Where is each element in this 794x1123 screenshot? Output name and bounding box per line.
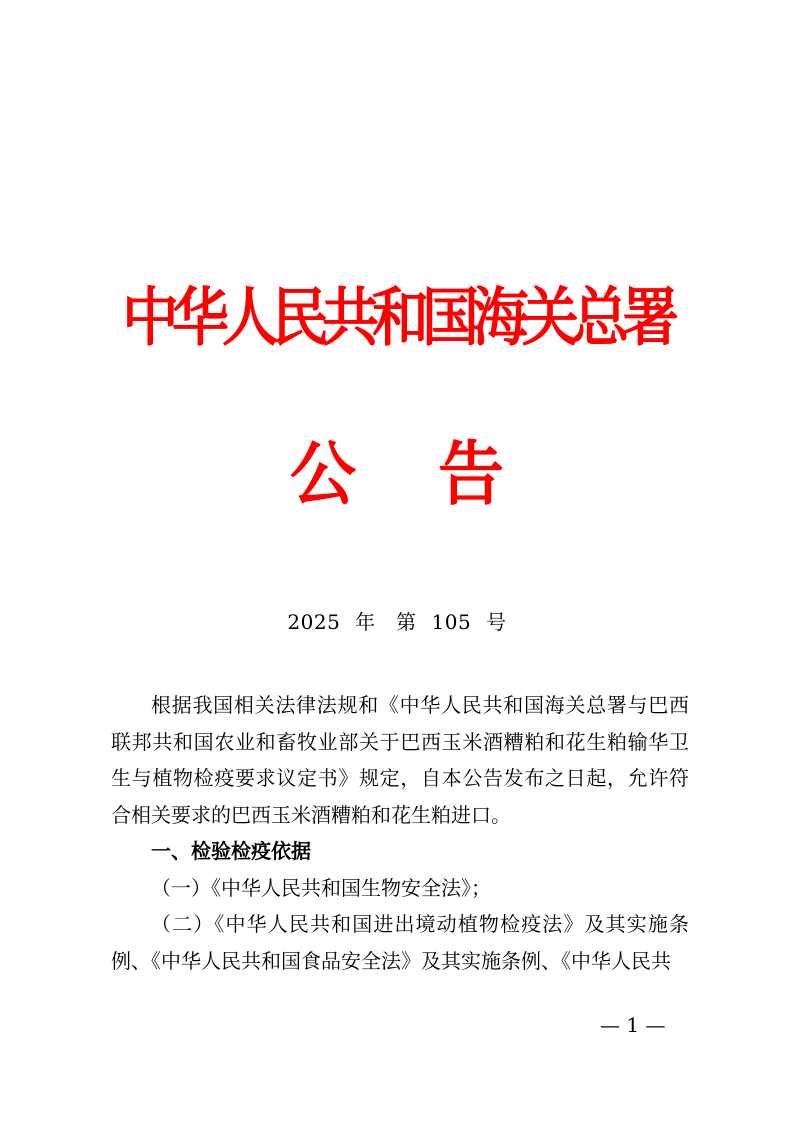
section-heading: 一、检验检疫依据 [151, 839, 311, 863]
list-item-1: （一）《中华人民共和国生物安全法》； [151, 875, 491, 900]
notice-title-char-1: 公 [290, 434, 356, 515]
list-item-2: （二）《中华人民共和国进出境动植物检疫法》及其实施条例、《中华人民共和国食品安全法》及其实施条例、《中华人民共 [111, 912, 689, 973]
page-number: — 1 — [600, 1013, 666, 1037]
intro-paragraph: 根据我国相关法律法规和《中华人民共和国海关总署与巴西联邦共和国农业和畜牧业部关于巴西玉米酒糟粕和花生粕输华卫生与植物检疫要求议定书》规定，自本公告发布之日起，允许符合相关要求的巴西玉米酒糟粕和花生粕进口。 [111, 693, 689, 827]
document-body [111, 687, 689, 979]
issuing-authority-text: 中华人民共和国海关总署 [122, 281, 672, 355]
issuing-authority-title [0, 262, 794, 374]
notice-title-char-2: 告 [438, 434, 504, 515]
document-number: 2025 年 第 105 号 [287, 610, 507, 634]
